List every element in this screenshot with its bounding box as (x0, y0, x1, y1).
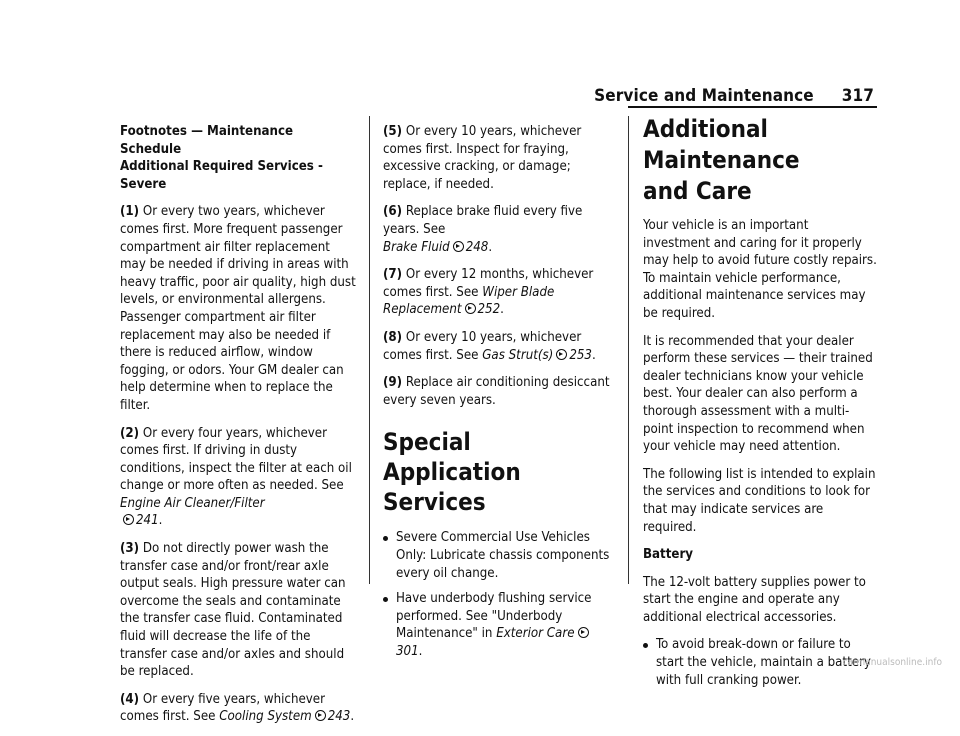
watermark: carmanualsonline.info (842, 657, 942, 668)
column-2 (383, 123, 611, 670)
footnote-number: (7) (383, 267, 403, 283)
page-arrow-icon (556, 349, 567, 360)
page-reference[interactable]: 241 (136, 513, 159, 529)
footnote-number: (3) (120, 541, 140, 557)
footnote-1 (120, 203, 356, 414)
bullet-icon (643, 643, 648, 648)
section-heading (643, 114, 879, 207)
column-divider-1 (369, 116, 370, 584)
page-reference[interactable]: 253 (569, 347, 592, 363)
cross-reference-link[interactable]: Gas Strut(s) (482, 347, 554, 363)
subheading-battery: Battery (643, 547, 694, 563)
page-reference[interactable]: 248 (465, 239, 489, 255)
page-arrow-icon (315, 710, 326, 721)
footnotes-title-line2: Additional Required Services - Severe (120, 159, 323, 192)
paragraph: The 12-volt battery supplies power to start the engine and operate any additional electrical accessories. (643, 574, 866, 625)
footnote-number: (1) (120, 204, 140, 220)
footnote-text: Or every 10 years, whichever comes first. See (383, 329, 582, 363)
page-header (594, 86, 874, 106)
section-title: Service and Maintenance (594, 86, 814, 106)
footnotes-title-line1: Footnotes — Maintenance Schedule (120, 124, 294, 157)
header-rule (628, 106, 877, 108)
footnote-number: (6) (383, 204, 403, 220)
paragraph: The following list is intended to explain the services and conditions to look for that may indicate services are required. (643, 466, 876, 535)
footnote-number: (8) (383, 329, 403, 345)
footnote-text: Or every 10 years, whichever comes first. Inspect for fraying, excessive cracking, or damage; replace, if needed. (383, 124, 582, 192)
footnote-number: (5) (383, 124, 403, 139)
footnote-text: Replace brake fluid every five years. See (383, 204, 583, 237)
heading-line1: Additional Maintenance (643, 115, 800, 174)
bullet-icon (383, 536, 388, 541)
page-arrow-icon (465, 303, 476, 314)
page-arrow-icon (578, 627, 589, 638)
footnote-text: Or every five years, whichever comes first. See (120, 691, 325, 725)
page-number: 317 (841, 86, 874, 106)
paragraph: Your vehicle is an important investment and caring for it properly may help to avoid future costly repairs. To maintain vehicle performance, additional maintenance services may be required. (643, 218, 877, 321)
special-services-list (383, 529, 611, 660)
footnote-text: Do not directly power wash the transfer case and/or front/rear axle output seals. High pressure water can overcome the seals and contaminate the transfer case fluid. Contaminated fluid will decrease the life of the transfer case and/or axles and should be replaced. (120, 541, 346, 680)
footnote-number: (2) (120, 425, 140, 441)
page-reference[interactable]: 252 (477, 302, 501, 318)
page-reference[interactable]: 243 (327, 709, 351, 725)
footnote-9 (383, 374, 611, 409)
footnote-number: (9) (383, 375, 403, 391)
footnote-8: (8) Or every 10 years, whichever comes first. See Gas Strut(s) 253. (383, 329, 596, 363)
list-item-text: Severe Commercial Use Vehicles Only: Lubricate chassis components every oil change. (396, 530, 610, 581)
page-reference[interactable]: 301 (396, 643, 419, 659)
footnote-4: (4) Or every five years, whichever comes first. See Cooling System 243. (120, 691, 355, 725)
footnote-text: Replace air conditioning desiccant every seven years. (383, 375, 610, 408)
cross-reference-link[interactable]: Exterior Care (496, 626, 575, 642)
heading-line2: and Care (643, 177, 752, 205)
list-item-text: To avoid break-down or failure to start the vehicle, maintain a battery with full cranking power. (656, 637, 871, 688)
footnotes-title (120, 123, 356, 193)
paragraph: It is recommended that your dealer perform these services — their trained dealer technicians know your vehicle best. Your dealer can also perform a thorough assessment with a multi-point inspection to recommend when your vehicle may need attention. (643, 333, 873, 455)
footnote-5 (383, 123, 611, 193)
footnote-6: (6) Replace brake fluid every five years. See Brake Fluid 248. (383, 204, 583, 255)
column-divider-2 (628, 116, 629, 584)
footnote-7: (7) Or every 12 months, whichever comes first. See Wiper Blade Replacement 252. (383, 267, 594, 318)
page-arrow-icon (123, 514, 134, 525)
footnote-2: (2) Or every four years, whichever comes first. If driving in dusty conditions, inspect the filter at each oil change or more often as needed. See Engine Air Cleaner/Filter 241. (120, 425, 352, 529)
section-heading: Special Application Services (383, 428, 521, 517)
column-1 (120, 123, 356, 736)
footnote-number: (4) (120, 691, 140, 707)
footnote-text: Or every two years, whichever comes first. More frequent passenger compartment air filter replacement may be needed if driving in areas with heavy traffic, poor air quality, high dust levels, or environmental allergens. Passenger compartment air filter replacement may also be needed if there is reduced airflow, window fogging, or odors. Your GM dealer can help determine when to replace the filter. (120, 204, 356, 413)
footnote-text: Or every 12 months, whichever comes first. See (383, 267, 594, 300)
cross-reference-link[interactable]: Wiper Blade Replacement (383, 284, 555, 318)
column-3 (643, 114, 879, 699)
cross-reference-link[interactable]: Engine Air Cleaner/Filter (120, 495, 265, 511)
list-item (383, 529, 611, 582)
cross-reference-link[interactable]: Cooling System (219, 709, 312, 725)
list-item-text: Have underbody flushing service performed. See "Underbody Maintenance" in (396, 591, 592, 642)
cross-reference-link[interactable]: Brake Fluid (383, 239, 450, 255)
page-arrow-icon (453, 241, 464, 252)
bullet-icon (383, 597, 388, 602)
list-item: Have underbody flushing service performed. See "Underbody Maintenance" in Exterior Care301. (383, 590, 611, 660)
footnote-text: Or every four years, whichever comes first. If driving in dusty conditions, inspect the filter at each oil change or more often as needed. See (120, 425, 352, 494)
